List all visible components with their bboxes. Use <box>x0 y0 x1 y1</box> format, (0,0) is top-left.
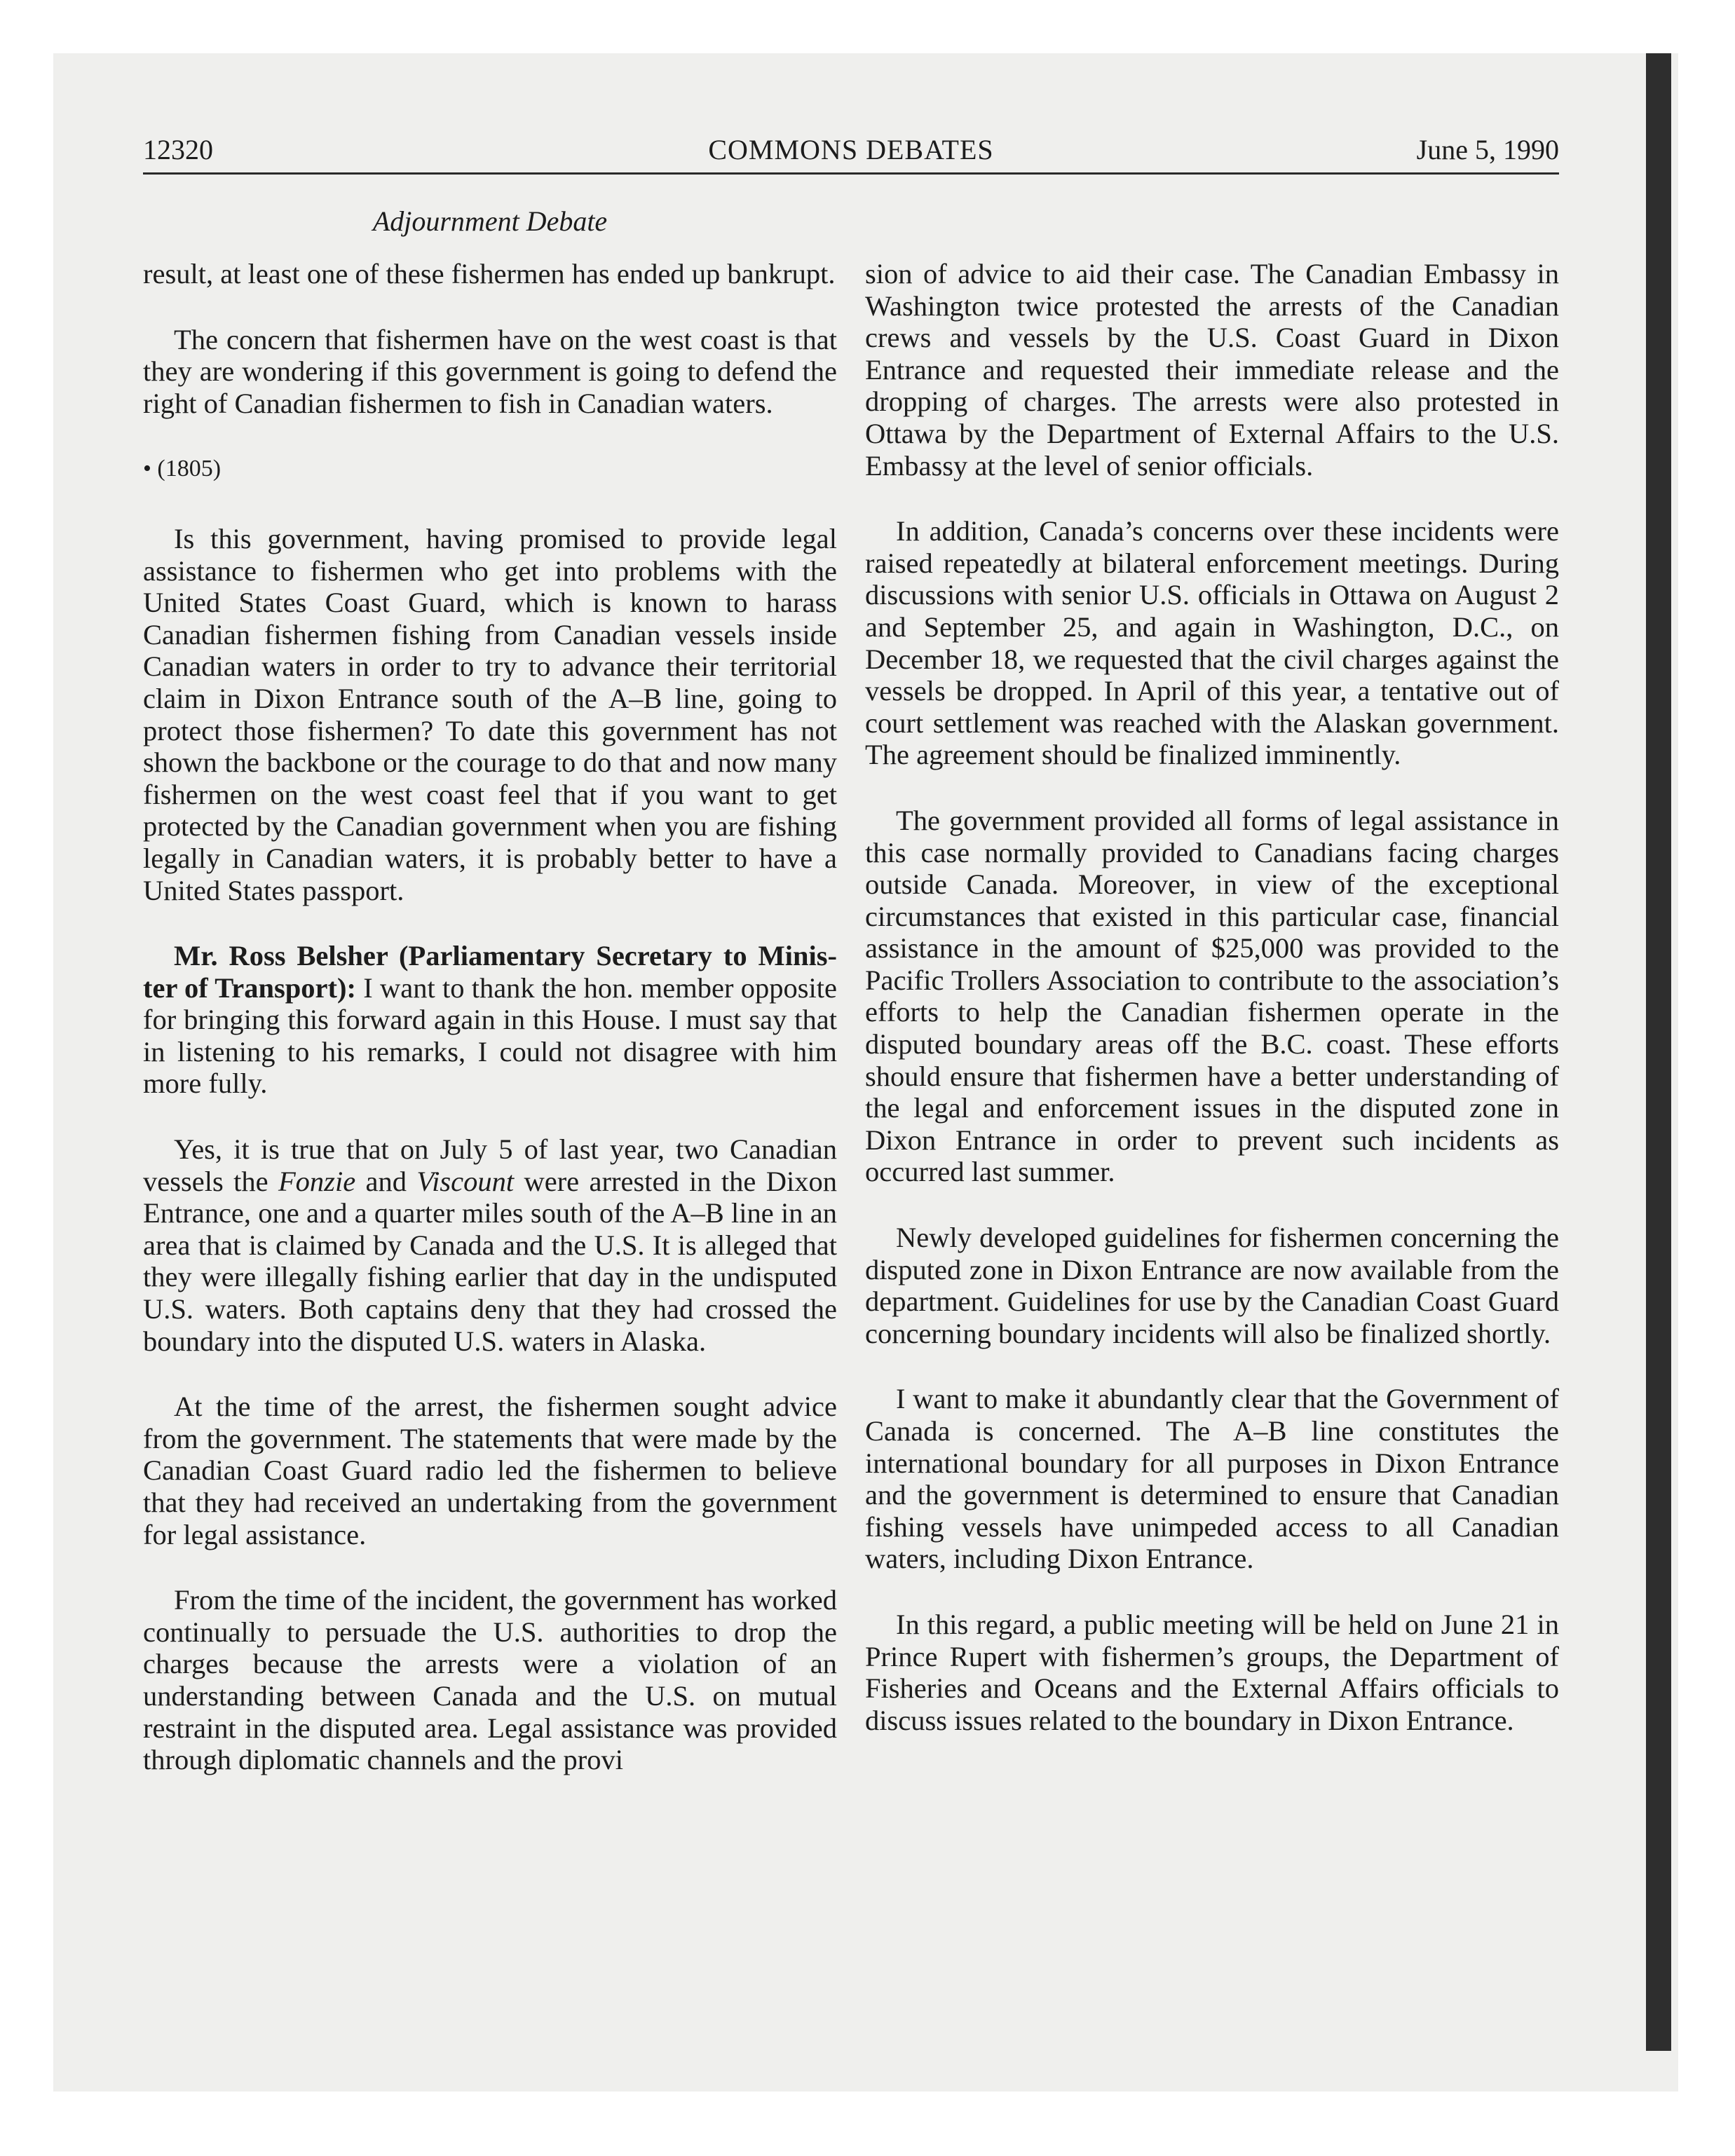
page-number: 12320 <box>143 134 213 165</box>
time-marker: • (1805) <box>143 456 222 482</box>
page-header <box>143 126 1559 168</box>
paragraph: result, at least one of these fishermen has ended up bankrupt. <box>143 258 836 289</box>
vessel-name: Viscount <box>416 1165 515 1197</box>
speech-text: I want to thank the hon. member opposite for bringing this forward again in this House. I must say that in listening to his remarks, I could not disagree with him more fully. <box>143 971 837 1100</box>
paragraph: At the time of the arrest, the fishermen sought advice from the government. The statements that were made by the Canadian Coast Guard radio led the fishermen to believe that they had received an undertaking from the government for legal assistance. <box>143 1391 837 1550</box>
text-run: Yes, it is true that on July 5 of last year, two Canadian vessels the <box>143 1133 837 1197</box>
paragraph: In this regard, a public meeting will be held on June 21 in Prince Rupert with fishermen’s groups, the Department of Fisheries and Oceans and the External Affairs officials to discuss issues related to the boundary in Dixon Entrance. <box>865 1608 1559 1736</box>
left-column <box>143 258 837 1810</box>
header-rule <box>143 172 1559 175</box>
text-run: were arrested in the Dixon Entrance, one and a quarter miles south of the A–B line in an area that is claimed by Canada and the U.S. It is alleged that they were illegally fishing earlier that day in the undisputed U.S. waters. Both captains deny that they had crossed the boundary into the disputed U.S. waters in Alaska. <box>143 1165 837 1357</box>
page-edge-shadow <box>1646 53 1671 2051</box>
paragraph <box>143 940 837 1100</box>
paragraph: From the time of the incident, the government has worked continually to persuade the U.S. authorities to drop the charges because the arrests were a violation of an understanding between Canada and the U.S. on mutual restraint in the disputed area. Legal assistance was provided through diplomatic channels and the provi <box>143 1584 837 1776</box>
publication-date: June 5, 1990 <box>1416 134 1559 165</box>
right-column <box>865 258 1559 1770</box>
section-title: Adjournment Debate <box>372 205 608 237</box>
paragraph: Newly developed guidelines for fishermen concerning the disputed zone in Dixon Entrance are now available from the department. Guidelines for use by the Canadian Coast Guard concerning boundary incidents will also be finalized shortly. <box>865 1222 1559 1349</box>
paragraph: Is this government, having promised to provide legal assistance to fishermen who get into problems with the United States Coast Guard, which is known to harass Canadian fishermen fishing from Canadian vessels inside Canadian waters in order to try to advance their territorial claim in Dixon Entrance south of the A–B line, going to protect those fishermen? To date this government has not shown the backbone or the courage to do that and now many fishermen on the west coast feel that if you want to get protected by the Canadian government when you are fishing legally in Canadian waters, it is probably better to have a United States passport. <box>143 522 837 906</box>
paragraph: In addition, Canada’s concerns over these incidents were raised repeatedly at bilateral enforcement meetings. During discussions with senior U.S. officials in Ottawa on August 2 and September 25, and again in Washington, D.C., on December 18, we requested that the civil charges against the vessels be dropped. In April of this year, a tentative out of court settlement was reached with the Alaskan government. The agreement should be finalized imminently. <box>865 515 1559 771</box>
paragraph: The government provided all forms of legal assistance in this case normally provided to Canadians facing charges outside Canada. Moreover, in view of the exceptional circumstances that existed in this particular case, financial assistance in the amount of $25,000 was provided to the Pacific Trollers Association to contribute to the association’s efforts to help the Canadian fishermen operate in the disputed boundary areas off the B.C. coast. These efforts should ensure that fishermen have a better understanding of the legal and enforcement issues in the disputed zone in Dixon Entrance in order to prevent such incidents as occurred last summer. <box>865 804 1559 1188</box>
publication-title: COMMONS DEBATES <box>708 134 994 165</box>
paragraph <box>143 1133 837 1357</box>
vessel-name: Fonzie <box>278 1165 356 1197</box>
paragraph: sion of advice to aid their case. The Canadian Embassy in Washington twice protested the arrests of the Canadian crews and vessels by the U.S. Coast Guard in Dixon Entrance and requested their immediate release and the dropping of charges. The arrests were also protested in Ottawa by the Department of External Affairs to the U.S. Embassy at the level of senior officials. <box>865 258 1559 482</box>
paragraph: The concern that fishermen have on the west coast is that they are wondering if this government is going to defend the right of Canadian fishermen to fish in Canadian waters. <box>143 323 837 419</box>
paragraph: I want to make it abundantly clear that the Government of Canada is concerned. The A–B line constitutes the international boundary for all purposes in Dixon Entrance and the government is determined to ensure that Canadian fishing vessels have unimpeded access to all Canadian waters, including Dixon Entrance. <box>865 1383 1559 1575</box>
text-run: and <box>355 1165 417 1197</box>
speaker-name: Mr. Ross Belsher (Parliamentary Secretary to Minister of Transport): <box>143 940 837 1004</box>
